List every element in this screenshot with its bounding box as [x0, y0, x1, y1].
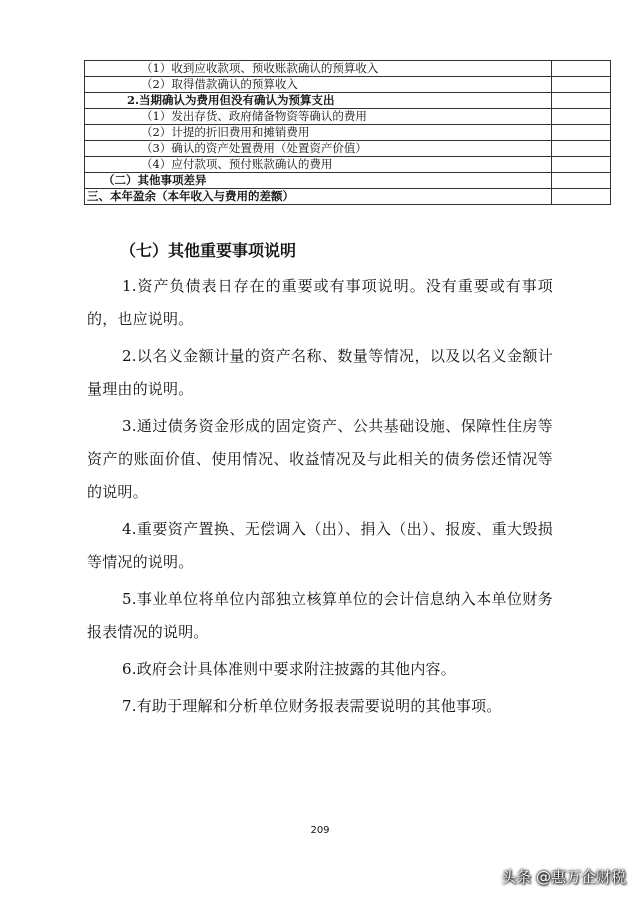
table-row-label: （3）确认的资产处置费用（处置资产价值）	[85, 141, 552, 157]
table-row-value	[552, 141, 611, 157]
list-item: 7.有助于理解和分析单位财务报表需要说明的其他事项。	[122, 697, 502, 715]
list-item: 1.资产负债表日存在的重要或有事项说明。没有重要或有事项的，也应说明。	[87, 277, 553, 328]
table-row-value	[552, 77, 611, 93]
page-number: 209	[310, 825, 330, 836]
table-row-value	[552, 109, 611, 125]
table-row-value	[552, 93, 611, 109]
table-row	[85, 93, 611, 109]
table-row-value	[552, 61, 611, 77]
disclosure-list	[87, 270, 553, 727]
table-row-label: （2）计提的折旧费用和摊销费用	[85, 125, 552, 141]
list-item: 4.重要资产置换、无偿调入（出）、捐入（出）、报废、重大毁损等情况的说明。	[87, 520, 553, 571]
table-row-label: 2.当期确认为费用但没有确认为预算支出	[85, 93, 552, 109]
table-row-label: （1）收到应收款项、预收账款确认的预算收入	[85, 61, 552, 77]
table-row	[85, 189, 611, 205]
table-row	[85, 173, 611, 189]
reconciliation-table	[84, 60, 611, 205]
table-row	[85, 141, 611, 157]
table-row	[85, 109, 611, 125]
table-row-label: （二）其他事项差异	[85, 173, 552, 189]
list-item: 3.通过债务资金形成的固定资产、公共基础设施、保障性住房等资产的账面价值、使用情况、收益情况及与此相关的债务偿还情况等的说明。	[87, 417, 553, 501]
table-row-value	[552, 189, 611, 205]
table-row-value	[552, 157, 611, 173]
table-row	[85, 157, 611, 173]
table-row	[85, 77, 611, 93]
watermark: 头条 @惠万企财税	[501, 868, 626, 886]
table-row-value	[552, 173, 611, 189]
table-row	[85, 125, 611, 141]
table-row-label: （2）取得借款确认的预算收入	[85, 77, 552, 93]
list-item: 6.政府会计具体准则中要求附注披露的其他内容。	[122, 660, 456, 678]
list-item: 2.以名义金额计量的资产名称、数量等情况，以及以名义金额计量理由的说明。	[87, 347, 553, 398]
list-item: 5.事业单位将单位内部独立核算单位的会计信息纳入本单位财务报表情况的说明。	[87, 590, 553, 641]
table-row-value	[552, 125, 611, 141]
section-heading: （七）其他重要事项说明	[120, 241, 297, 260]
table-row	[85, 61, 611, 77]
table-row-label: （4）应付款项、预付账款确认的费用	[85, 157, 552, 173]
table-row-label: （1）发出存货、政府储备物资等确认的费用	[85, 109, 552, 125]
table-row-label: 三、本年盈余（本年收入与费用的差额）	[85, 189, 552, 205]
